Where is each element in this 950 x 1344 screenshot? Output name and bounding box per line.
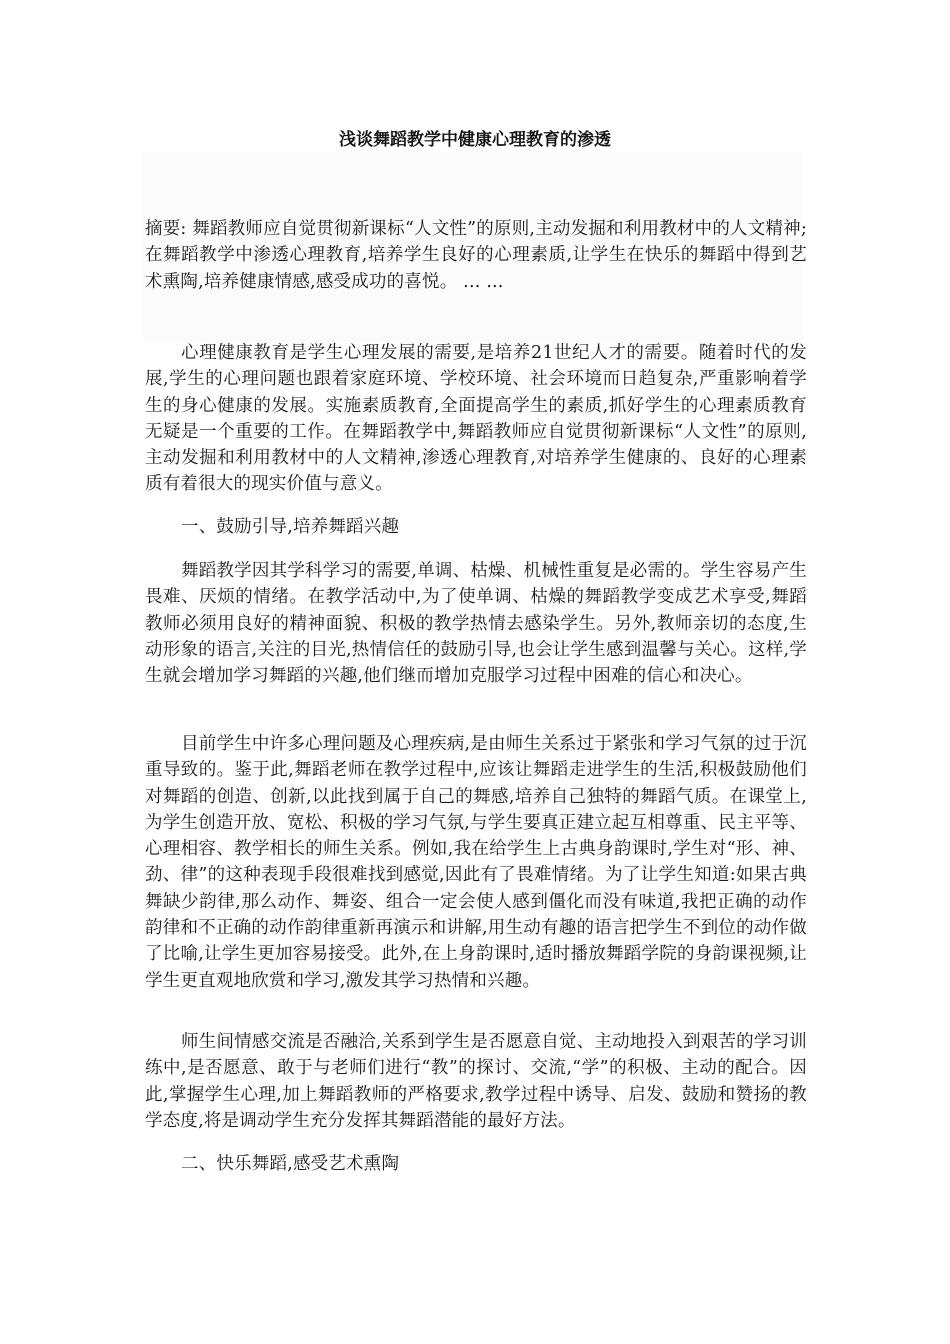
section-heading-1: 一、鼓励引导,培养舞蹈兴趣	[181, 517, 400, 537]
body-paragraph-1: 心理健康教育是学生心理发展的需要,是培养21世纪人才的需要。随着时代的发展,学生的心理问题也跟着家庭环境、学校环境、社会环境而日趋复杂,严重影响着学生的身心健康的发展。实施素质教育,全面提高学生的素质,抓好学生的心理素质教育无疑是一个重要的工作。在舞蹈教学中,舞蹈教师应自觉贯彻新课标“人文性”的原则,主动发掘和利用教材中的人文精神,渗透心理教育,对培养学生健康的、良好的心理素质有着很大的现实价值与意义。	[145, 343, 807, 495]
abstract-paragraph: 摘要: 舞蹈教师应自觉贯彻新课标“人文性”的原则,主动发掘和利用教材中的人文精神;在舞蹈教学中渗透心理教育,培养学生良好的心理素质,让学生在快乐的舞蹈中得到艺术熏陶,培养健康情感,感受成功的喜悦。 ... ...	[145, 219, 807, 292]
body-paragraph-2: 舞蹈教学因其学科学习的需要,单调、枯燥、机械性重复是必需的。学生容易产生畏难、厌烦的情绪。在教学活动中,为了使单调、枯燥的舞蹈教学变成艺术享受,舞蹈教师必须用良好的精神面貌、积极的教学热情去感染学生。另外,教师亲切的态度,生动形象的语言,关注的目光,热情信任的鼓励引导,也会让学生感到温馨与关心。这样,学生就会增加学习舞蹈的兴趣,他们继而增加克服学习过程中困难的信心和决心。	[145, 561, 807, 687]
body-paragraph-4: 师生间情感交流是否融洽,关系到学生是否愿意自觉、主动地投入到艰苦的学习训练中,是否愿意、敢于与老师们进行“教”的探讨、交流,“学”的积极、主动的配合。因此,掌握学生心理,加上舞蹈教师的严格要求,教学过程中诱导、启发、鼓励和赞扬的教学态度,将是调动学生充分发挥其舞蹈潜能的最好方法。	[145, 1032, 807, 1131]
body-paragraph-3: 目前学生中许多心理问题及心理疾病,是由师生关系过于紧张和学习气氛的过于沉重导致的。鉴于此,舞蹈老师在教学过程中,应该让舞蹈走进学生的生活,积极鼓励他们对舞蹈的创造、创新,以此找到属于自己的舞感,培养自己独特的舞蹈气质。在课堂上,为学生创造开放、宽松、积极的学习气氛,与学生要真正建立起互相尊重、民主平等、心理相容、教学相长的师生关系。例如,我在给学生上古典身韵课时,学生对“形、神、劲、律”的这种表现手段很难找到感觉,因此有了畏难情绪。为了让学生知道:如果古典舞缺少韵律,那么动作、舞姿、组合一定会使人感到僵化而没有味道,我把正确的动作韵律和不正确的动作韵律重新再演示和讲解,用生动有趣的语言把学生不到位的动作做了比喻,让学生更加容易接受。此外,在上身韵课时,适时播放舞蹈学院的身韵课视频,让学生更直观地欣赏和学习,激发其学习热情和兴趣。	[145, 734, 807, 991]
document-title: 浅谈舞蹈教学中健康心理教育的渗透	[339, 130, 611, 150]
section-heading-2: 二、快乐舞蹈,感受艺术熏陶	[181, 1154, 400, 1174]
